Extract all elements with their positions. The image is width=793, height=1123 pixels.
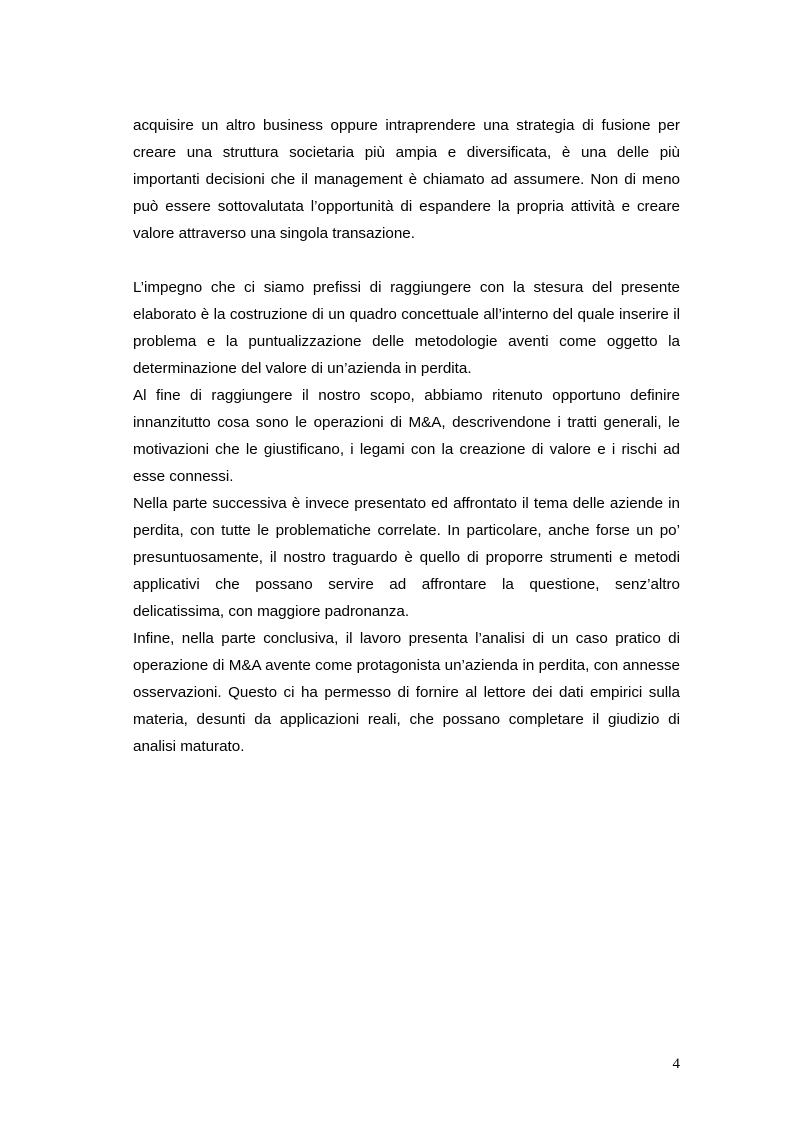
body-text xyxy=(133,112,680,760)
paragraph-1: acquisire un altro business oppure intraprendere una strategia di fusione per creare una struttura societaria più ampia e diversificata, è una delle più importanti decisioni che il management è chiamato ad assumere. Non di meno può essere sottovalutata l’opportunità di espandere la propria attività e creare valore attraverso una singola transazione. xyxy=(133,117,680,242)
paragraph-5: Infine, nella parte conclusiva, il lavoro presenta l’analisi di un caso pratico di operazione di M&A avente come protagonista un’azienda in perdita, con annesse osservazioni. Questo ci ha permesso di fornire al lettore dei dati empirici sulla materia, desunti da applicazioni reali, che possano completare il giudizio di analisi maturato. xyxy=(133,630,680,755)
paragraph-2: L’impegno che ci siamo prefissi di raggiungere con la stesura del presente elaborato è la costruzione di un quadro concettuale all’interno del quale inserire il problema e la puntualizzazione delle metodologie aventi come oggetto la determinazione del valore di un’azienda in perdita. xyxy=(133,279,680,377)
page-number: 4 xyxy=(672,1056,680,1072)
paragraph-4: Nella parte successiva è invece presentato ed affrontato il tema delle aziende in perdita, con tutte le problematiche correlate. In particolare, anche forse un po’ presuntuosamente, il nostro traguardo è quello di proporre strumenti e metodi applicativi che possano servire ad affrontare la questione, senz’altro delicatissima, con maggiore padronanza. xyxy=(133,495,680,620)
paragraph-3: Al fine di raggiungere il nostro scopo, abbiamo ritenuto opportuno definire innanzitutto cosa sono le operazioni di M&A, descrivendone i tratti generali, le motivazioni che le giustificano, i legami con la creazione di valore e i rischi ad esse connessi. xyxy=(133,387,680,485)
